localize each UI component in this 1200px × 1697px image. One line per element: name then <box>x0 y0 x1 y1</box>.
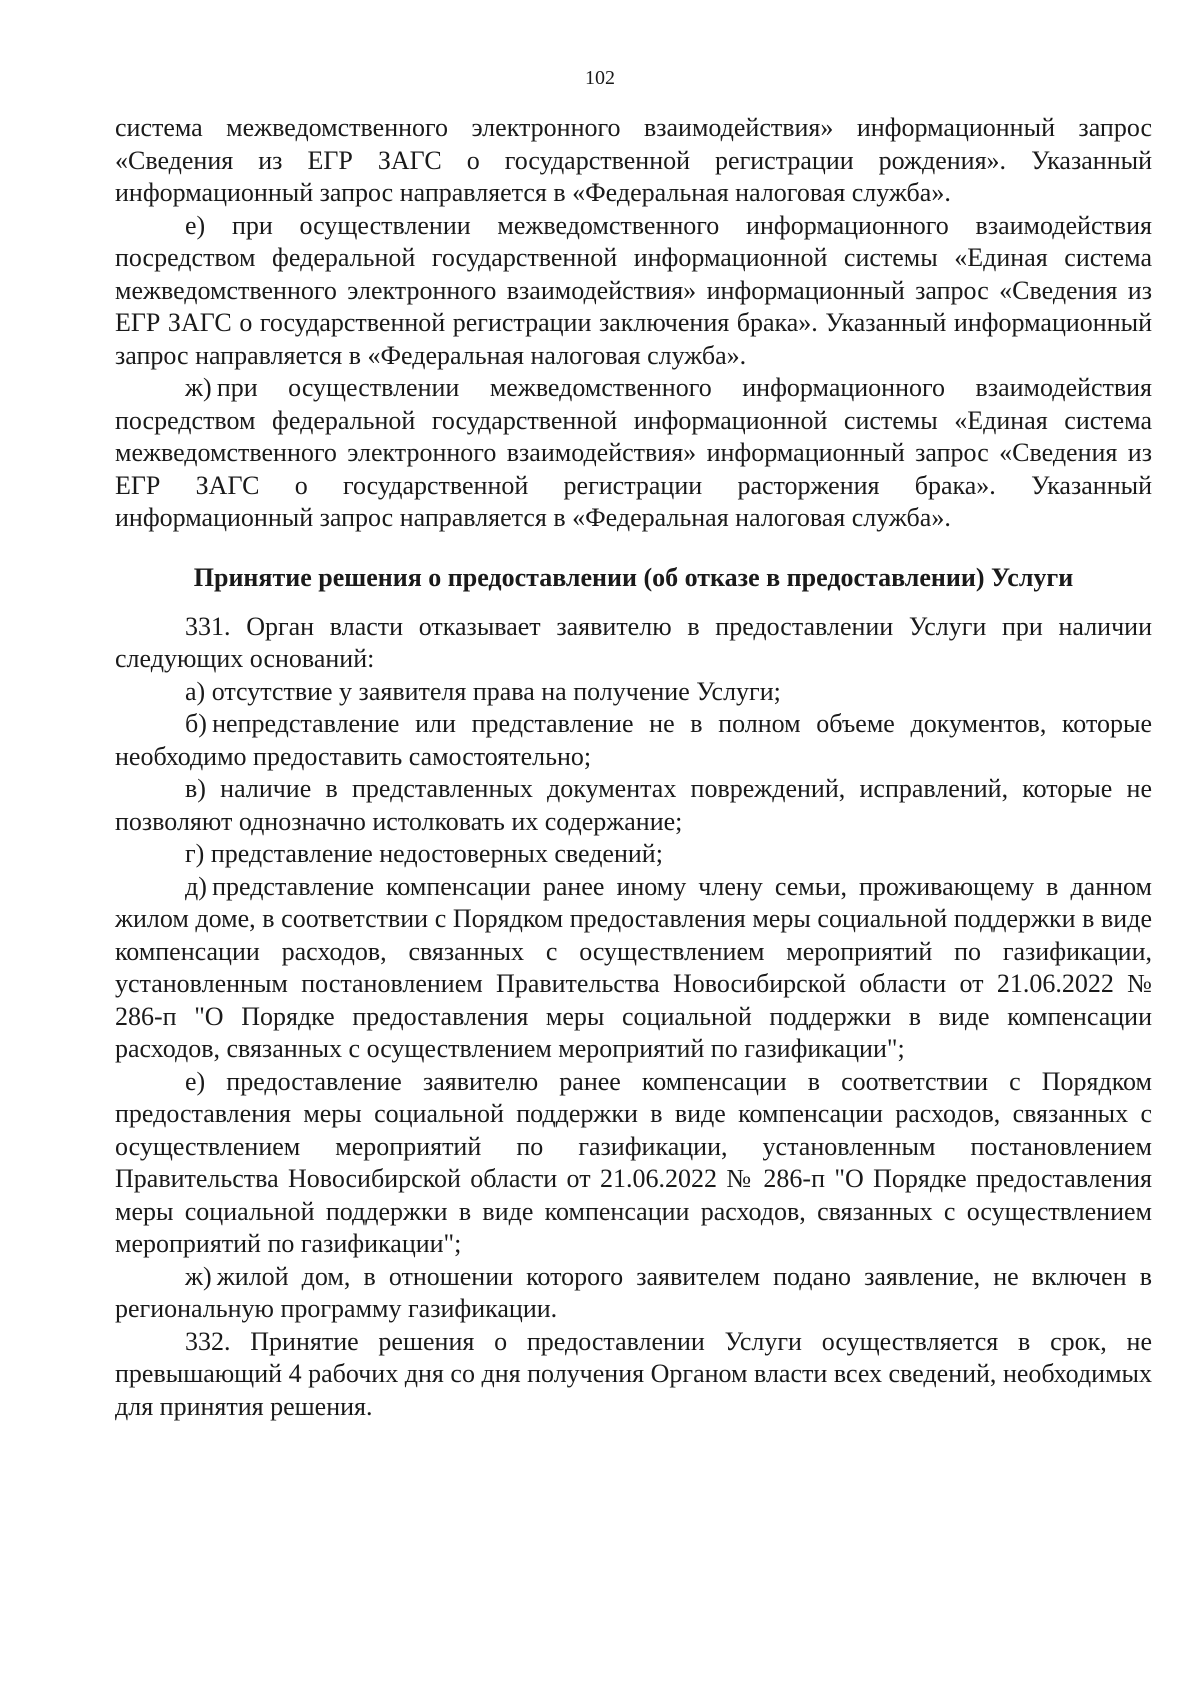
paragraph-item-zh: ж) при осуществлении межведомственного информационного взаимодействия посредством федеральной государственной информационной системы «Единая система межведомственного электронного взаимодействия» информационный запрос «Сведения из ЕГР ЗАГС о государственной регистрации расторжения брака». Указанный информационный запрос направляется в «Федеральная налоговая служба». <box>115 373 1152 532</box>
paragraph-item-a: а) отсутствие у заявителя права на получение Услуги; <box>185 676 781 706</box>
paragraph-331: 331. Орган власти отказывает заявителю в предоставлении Услуги при наличии следующих оснований: <box>115 611 1152 673</box>
paragraph-item-zh2: ж) жилой дом, в отношении которого заявителем подано заявление, не включен в региональную программу газификации. <box>115 1261 1152 1323</box>
paragraph-continued: система межведомственного электронного взаимодействия» информационный запрос «Сведения из ЕГР ЗАГС о государственной регистрации рождения». Указанный информационный запрос направляется в «Федеральная налоговая служба». <box>115 113 1152 207</box>
document-body <box>115 112 1152 1423</box>
paragraph-item-b: б) непредставление или представление не в полном объеме документов, которые необходимо предоставить самостоятельно; <box>115 709 1152 771</box>
section-heading: Принятие решения о предоставлении (об отказе в предоставлении) Услуги <box>193 562 1074 592</box>
paragraph-332: 332. Принятие решения о предоставлении Услуги осуществляется в срок, не превышающий 4 рабочих дня со дня получения Органом власти всех сведений, необходимых для принятия решения. <box>115 1326 1152 1421</box>
paragraph-item-d: д) представление компенсации ранее иному члену семьи, проживающему в данном жилом доме, в соответствии с Порядком предоставления меры социальной поддержки в виде компенсации расходов, связанных с осуществлением мероприятий по газификации, установленным постановлением Правительства Новосибирской области от 21.06.2022 № 286-п "О Порядке предоставления меры социальной поддержки в виде компенсации расходов, связанных с осуществлением мероприятий по газификации"; <box>115 871 1152 1063</box>
paragraph-item-g: г) представление недостоверных сведений; <box>185 839 663 868</box>
paragraph-item-v: в) наличие в представленных документах повреждений, исправлений, которые не позволяют однозначно истолковать их содержание; <box>115 774 1152 836</box>
paragraph-item-e2: е) предоставление заявителю ранее компенсации в соответствии с Порядком предоставления меры социальной поддержки в виде компенсации расходов, связанных с осуществлением мероприятий по газификации, установленным постановлением Правительства Новосибирской области от 21.06.2022 № 286-п "О Порядке предоставления меры социальной поддержки в виде компенсации расходов, связанных с осуществлением мероприятий по газификации"; <box>115 1066 1152 1258</box>
page-number: 102 <box>585 67 615 89</box>
paragraph-item-e: е) при осуществлении межведомственного информационного взаимодействия посредством федеральной государственной информационной системы «Единая система межведомственного электронного взаимодействия» информационный запрос «Сведения из ЕГР ЗАГС о государственной регистрации заключения брака». Указанный информационный запрос направляется в «Федеральная налоговая служба». <box>115 210 1152 370</box>
